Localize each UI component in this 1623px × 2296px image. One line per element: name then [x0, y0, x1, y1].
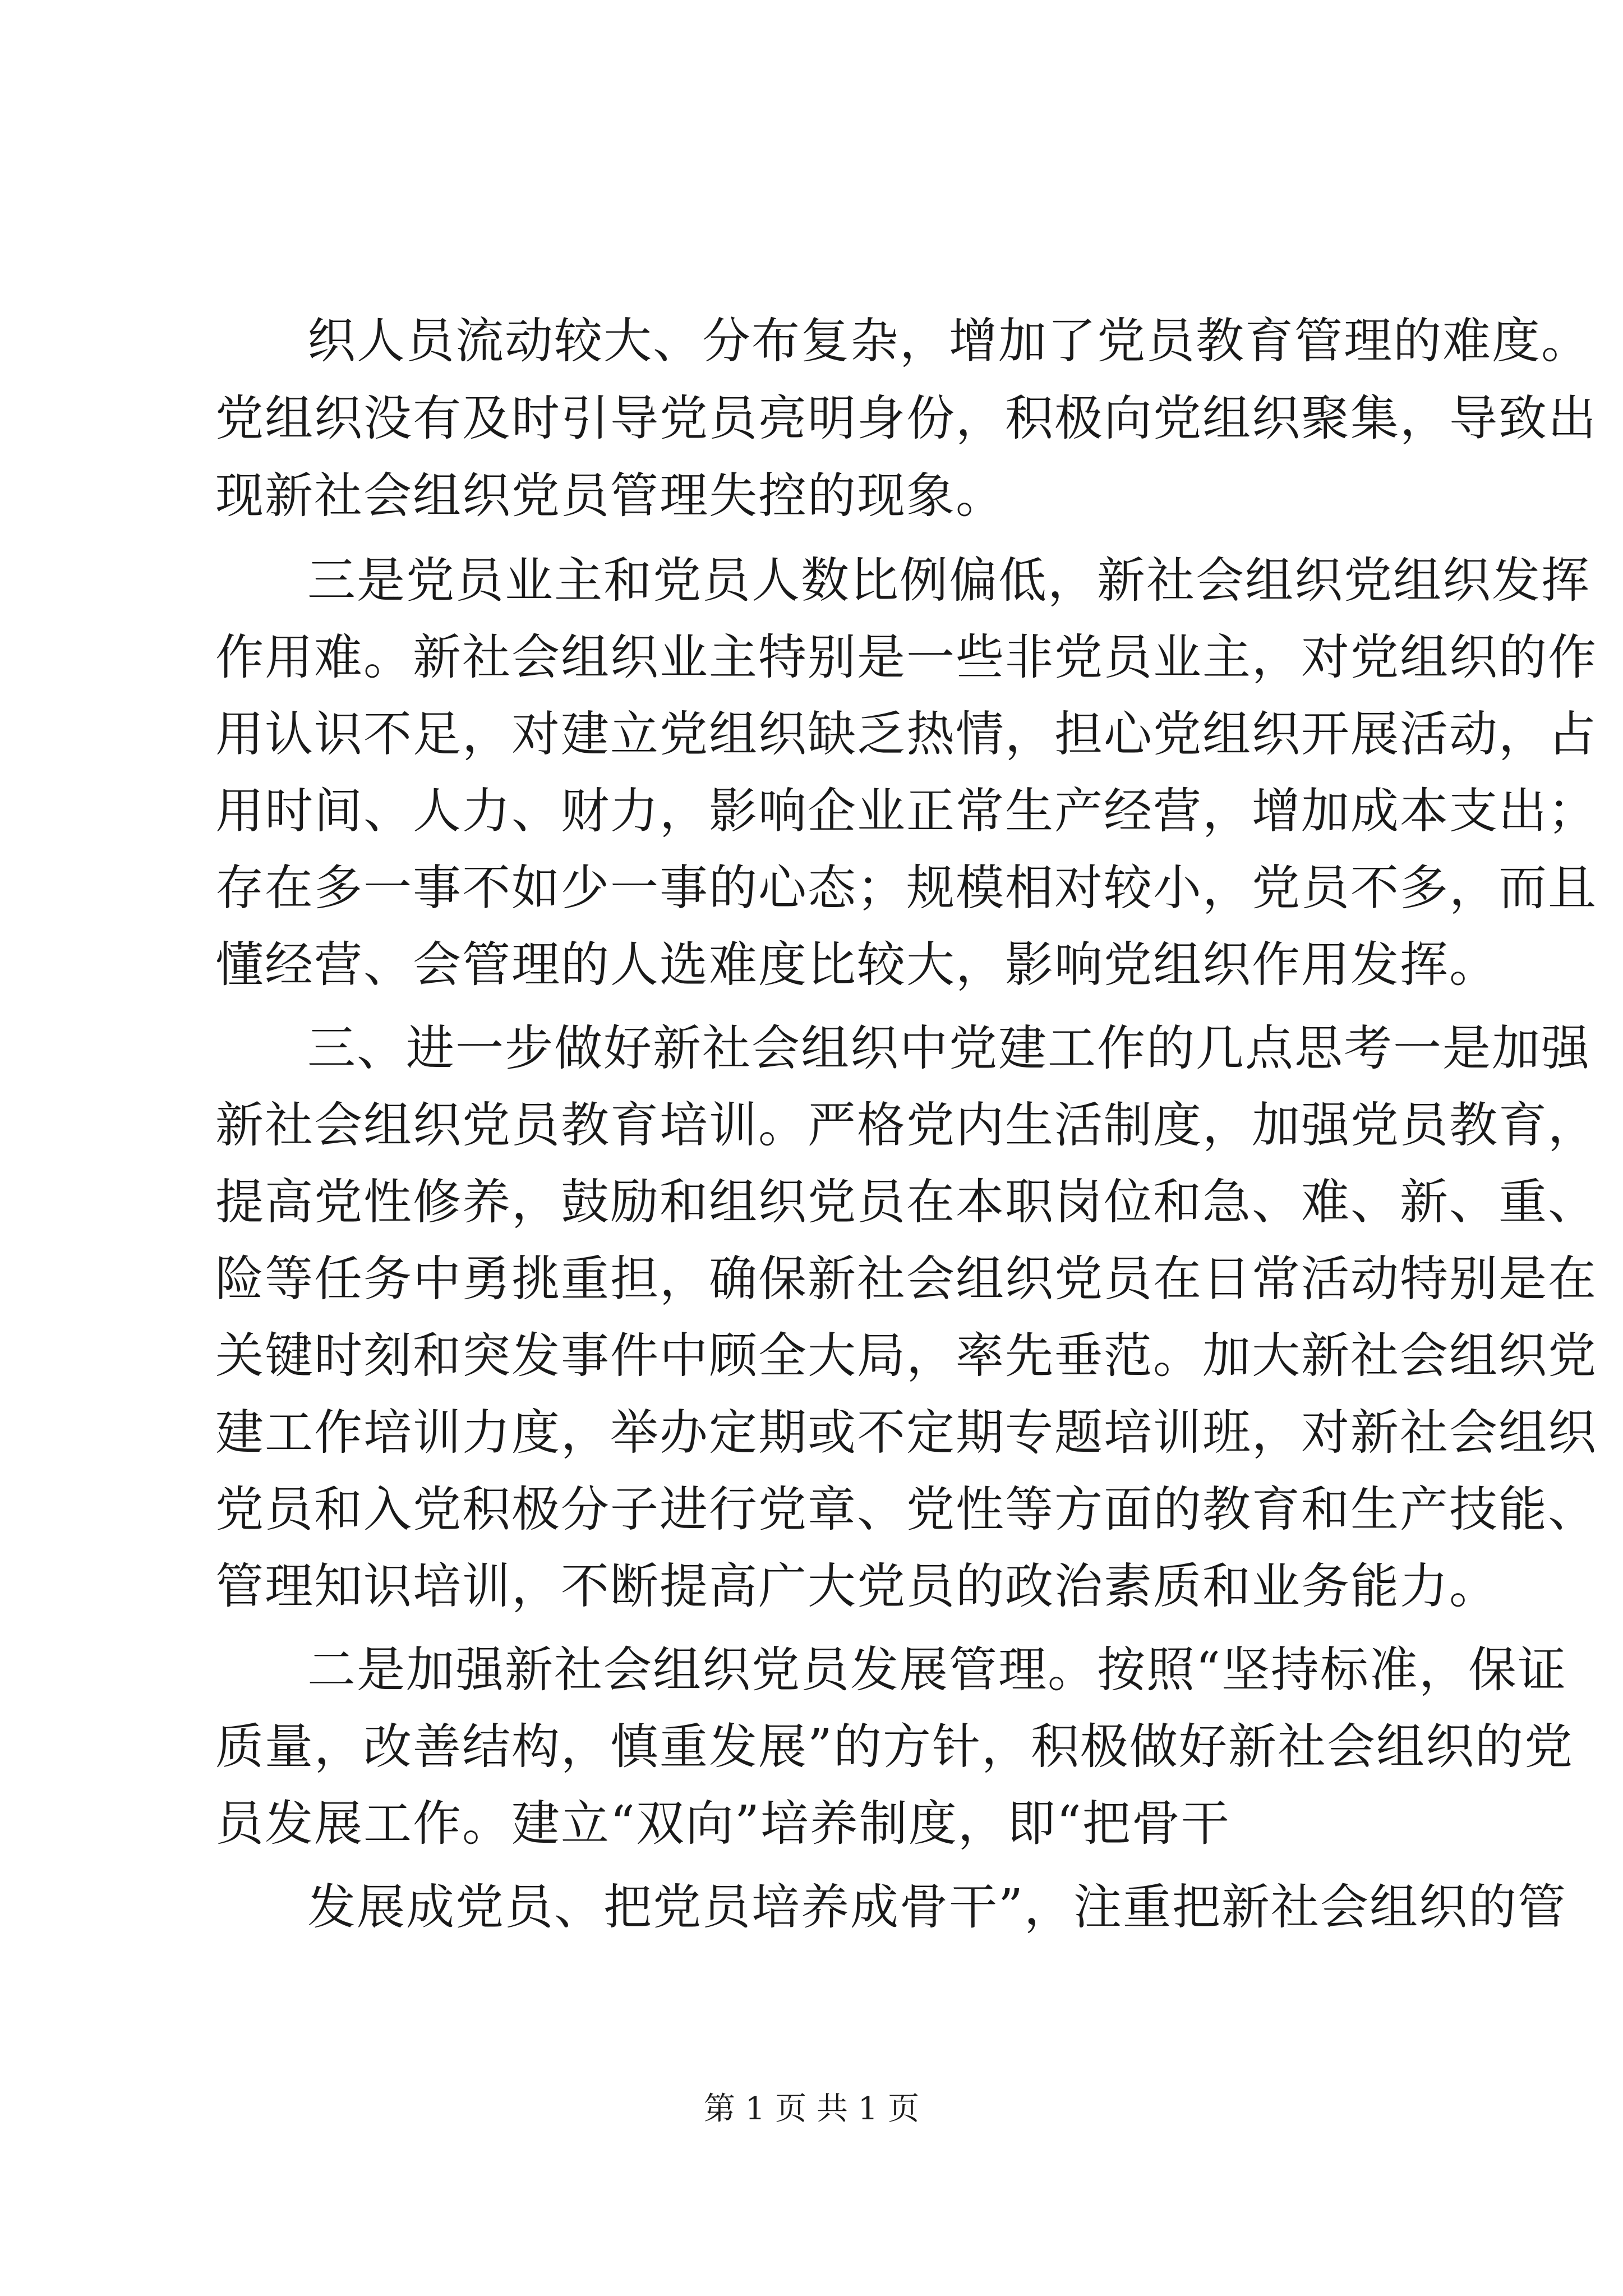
- text-line: 发展成党员、把党员培养成骨干”，注重把新社会组织的管: [307, 1879, 1567, 1935]
- text-line: 党组织没有及时引导党员亮明身份，积极向党组织聚集，导致出: [215, 390, 1597, 447]
- text-line: 二是加强新社会组织党员发展管理。按照“坚持标准，保证: [307, 1642, 1567, 1698]
- text-line: 三是党员业主和党员人数比例偏低，新社会组织党组织发挥: [307, 553, 1590, 609]
- text-line: 现新社会组织党员管理失控的现象。: [215, 468, 1005, 524]
- text-line: 质量，改善结构，慎重发展”的方针，积极做好新社会组织的党: [215, 1719, 1574, 1775]
- text-line: 提高党性修养，鼓励和组织党员在本职岗位和急、难、新、重、: [215, 1174, 1597, 1230]
- text-line: 三、进一步做好新社会组织中党建工作的几点思考一是加强: [307, 1020, 1590, 1076]
- page-number-footer: 第 1 页 共 1 页: [703, 2091, 920, 2127]
- text-line: 员发展工作。建立“双向”培养制度，即“把骨干: [215, 1796, 1230, 1852]
- text-line: 存在多一事不如少一事的心态；规模相对较小，党员不多，而且: [215, 860, 1597, 916]
- text-line: 织人员流动较大、分布复杂，增加了党员教育管理的难度。: [307, 313, 1590, 369]
- text-line: 用认识不足，对建立党组织缺乏热情，担心党组织开展活动，占: [215, 706, 1597, 762]
- text-line: 险等任务中勇挑重担，确保新社会组织党员在日常活动特别是在: [215, 1251, 1597, 1307]
- text-line: 管理知识培训，不断提高广大党员的政治素质和业务能力。: [215, 1558, 1498, 1614]
- text-line: 关键时刻和突发事件中顾全大局，率先垂范。加大新社会组织党: [215, 1328, 1597, 1384]
- text-line: 懂经营、会管理的人选难度比较大，影响党组织作用发挥。: [215, 937, 1498, 993]
- text-line: 新社会组织党员教育培训。严格党内生活制度，加强党员教育，: [215, 1097, 1597, 1153]
- text-line: 党员和入党积极分子进行党章、党性等方面的教育和生产技能、: [215, 1481, 1597, 1538]
- text-line: 用时间、人力、财力，影响企业正常生产经营，增加成本支出；: [215, 783, 1597, 839]
- text-line: 建工作培训力度，举办定期或不定期专题培训班，对新社会组织: [215, 1405, 1597, 1461]
- text-line: 作用难。新社会组织业主特别是一些非党员业主，对党组织的作: [215, 629, 1597, 685]
